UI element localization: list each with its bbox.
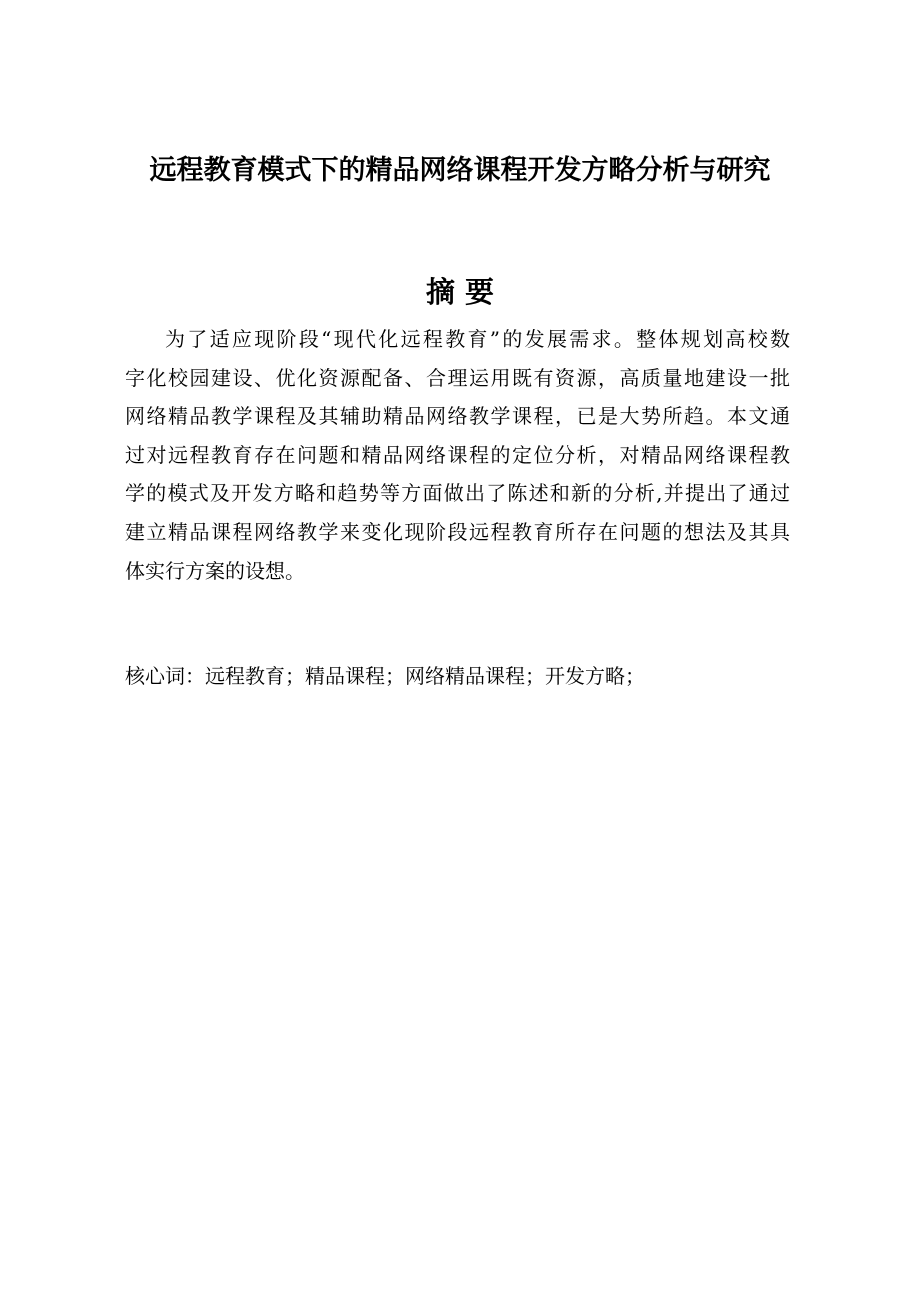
- abstract-line: 建立精品课程网络教学来变化现阶段远程教育所存在问题的想法及其具: [125, 519, 790, 544]
- abstract-line: 网络精品教学课程及其辅助精品网络教学课程，已是大势所趋。本文通: [125, 404, 790, 429]
- abstract-body: [125, 320, 790, 590]
- abstract-line: 字化校园建设、优化资源配备、合理运用既有资源，高质量地建设一批: [125, 365, 790, 390]
- document-title: 远程教育模式下的精品网络课程开发方略分析与研究: [149, 155, 771, 186]
- abstract-line: 过对远程教育存在问题和精品网络课程的定位分析，对精品网络课程教: [125, 442, 790, 467]
- abstract-heading: 摘 要: [425, 275, 495, 309]
- abstract-line: 学的模式及开发方略和趋势等方面做出了陈述和新的分析,并提出了通过: [125, 481, 790, 506]
- abstract-line: 为了适应现阶段“现代化远程教育”的发展需求。整体规划高校数: [165, 327, 790, 351]
- abstract-line: 体实行方案的设想。: [125, 558, 305, 583]
- keywords: 核心词：远程教育；精品课程；网络精品课程；开发方略；: [125, 664, 645, 688]
